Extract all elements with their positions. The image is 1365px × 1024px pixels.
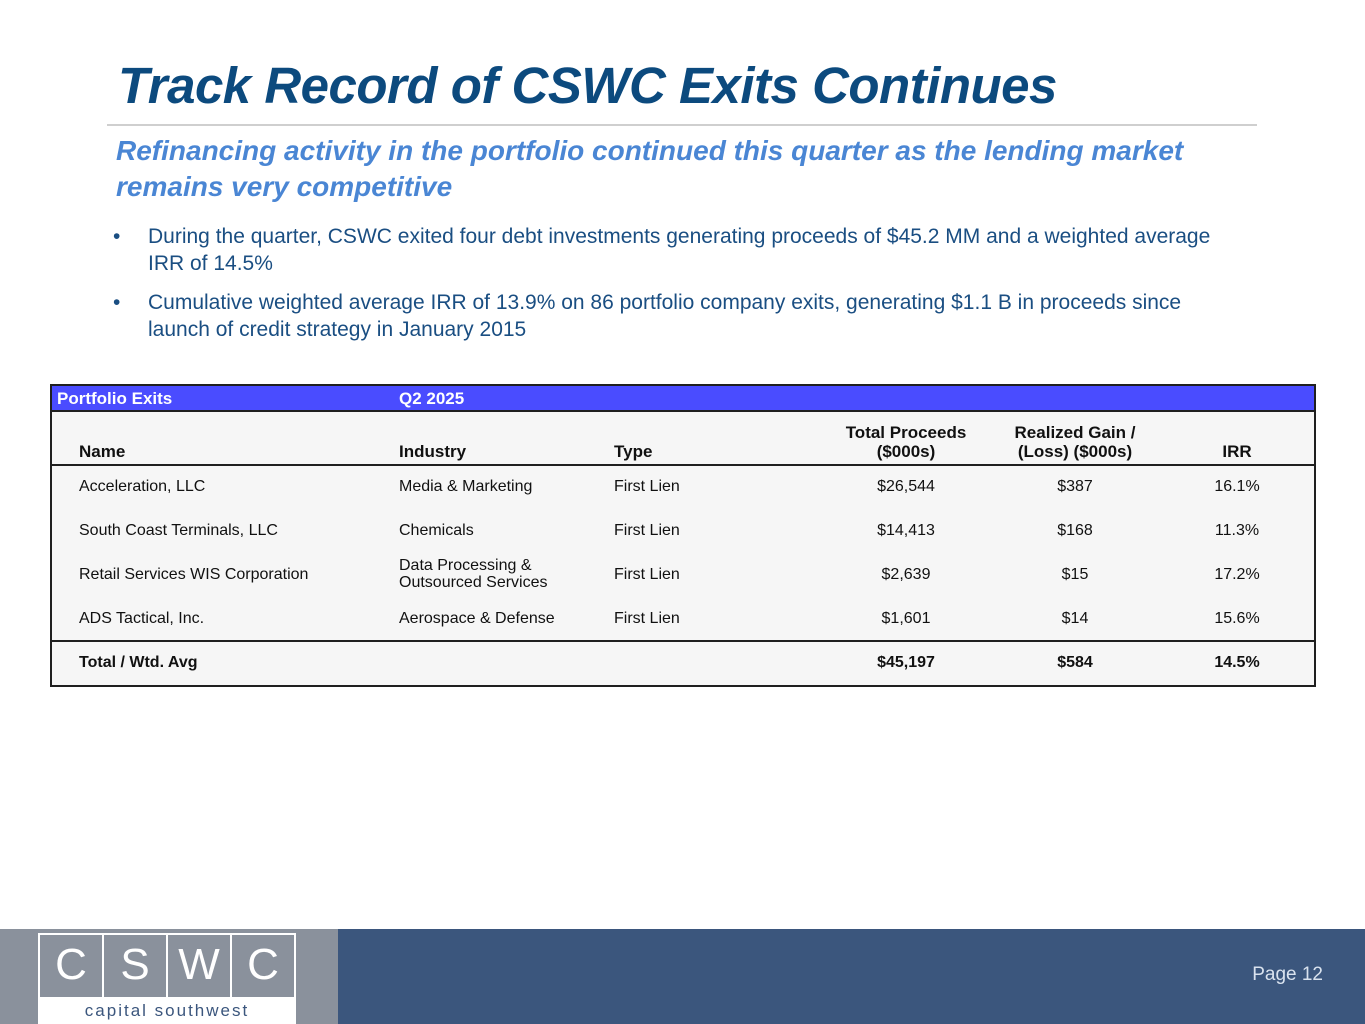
cell-gain: $14 bbox=[1061, 610, 1089, 627]
title-divider bbox=[107, 124, 1257, 126]
header-divider bbox=[52, 464, 1314, 466]
cell-name: Acceleration, LLC bbox=[79, 478, 206, 495]
bullet-item bbox=[113, 289, 1243, 343]
col-header-proceeds-line1: Total Proceeds bbox=[845, 423, 967, 442]
cell-type: First Lien bbox=[614, 522, 680, 539]
total-divider bbox=[52, 640, 1314, 642]
bullet-list bbox=[113, 223, 1243, 355]
cell-industry: Media & Marketing bbox=[399, 478, 533, 495]
footer-bar bbox=[0, 929, 1365, 1024]
col-header-gain-line2: (Loss) ($000s) bbox=[1017, 442, 1133, 461]
logo-letter: C bbox=[247, 940, 279, 989]
bullet-icon: • bbox=[113, 225, 121, 248]
cell-industry: Aerospace & Defense bbox=[399, 610, 555, 627]
total-label: Total / Wtd. Avg bbox=[79, 654, 198, 671]
cell-proceeds: $26,544 bbox=[877, 478, 935, 495]
logo-letter: S bbox=[104, 935, 168, 997]
cell-irr: 15.6% bbox=[1214, 610, 1260, 627]
total-gain: $584 bbox=[1057, 654, 1093, 671]
table-period: Q2 2025 bbox=[399, 389, 465, 408]
bullet-icon: • bbox=[113, 291, 121, 314]
cell-type: First Lien bbox=[614, 478, 680, 495]
table-title-bar bbox=[52, 386, 1314, 412]
cell-type: First Lien bbox=[614, 610, 680, 627]
page-title: Track Record of CSWC Exits Continues bbox=[118, 57, 1057, 114]
col-header-type: Type bbox=[614, 442, 653, 461]
bullet-item bbox=[113, 223, 1243, 277]
bullet-text: Cumulative weighted average IRR of 13.9% on 86 portfolio company exits, generating $1.1 B in proceeds since launch of credit strategy in January 2015 bbox=[148, 291, 1182, 341]
cell-gain: $387 bbox=[1057, 478, 1093, 495]
col-header-irr: IRR bbox=[1222, 442, 1252, 461]
cell-industry-line2: Outsourced Services bbox=[399, 574, 548, 591]
cell-irr: 11.3% bbox=[1214, 522, 1260, 539]
col-header-name: Name bbox=[79, 442, 126, 461]
table-title: Portfolio Exits bbox=[57, 389, 173, 408]
page-subtitle: Refinancing activity in the portfolio continued this quarter as the lending market remains very competitive bbox=[116, 135, 1184, 202]
cell-proceeds: $2,639 bbox=[881, 566, 931, 583]
col-header-industry: Industry bbox=[399, 442, 467, 461]
cell-type: First Lien bbox=[614, 566, 680, 583]
logo-letter: W bbox=[168, 935, 232, 997]
cell-gain: $15 bbox=[1061, 566, 1089, 583]
col-header-gain bbox=[990, 423, 1160, 461]
cell-industry: Chemicals bbox=[399, 522, 474, 539]
total-proceeds: $45,197 bbox=[877, 654, 935, 671]
cell-name: ADS Tactical, Inc. bbox=[79, 610, 205, 627]
cell-irr: 17.2% bbox=[1214, 566, 1260, 583]
col-header-proceeds bbox=[822, 423, 990, 461]
portfolio-exits-table bbox=[50, 384, 1316, 687]
footer-logo-area bbox=[0, 929, 338, 1024]
cell-irr: 16.1% bbox=[1214, 478, 1260, 495]
cell-proceeds: $1,601 bbox=[881, 610, 931, 627]
logo-letter: C bbox=[40, 935, 104, 997]
col-header-gain-line1: Realized Gain / bbox=[1014, 423, 1136, 442]
bullet-text: During the quarter, CSWC exited four debt investments generating proceeds of $45.2 MM and a weighted average IRR of 14.5% bbox=[148, 225, 1211, 275]
cswc-logo bbox=[38, 933, 296, 1024]
logo-letters bbox=[40, 935, 294, 997]
cell-gain: $168 bbox=[1057, 522, 1093, 539]
page-number: Page 12 bbox=[1252, 964, 1323, 985]
total-irr: 14.5% bbox=[1214, 654, 1260, 671]
cell-industry-line1: Data Processing & bbox=[399, 557, 532, 574]
logo-wordmark: capital southwest bbox=[40, 997, 294, 1024]
cell-name: South Coast Terminals, LLC bbox=[79, 522, 278, 539]
cell-industry bbox=[399, 557, 548, 591]
cell-name: Retail Services WIS Corporation bbox=[79, 566, 309, 583]
cell-proceeds: $14,413 bbox=[877, 522, 935, 539]
col-header-proceeds-line2: ($000s) bbox=[876, 442, 936, 461]
